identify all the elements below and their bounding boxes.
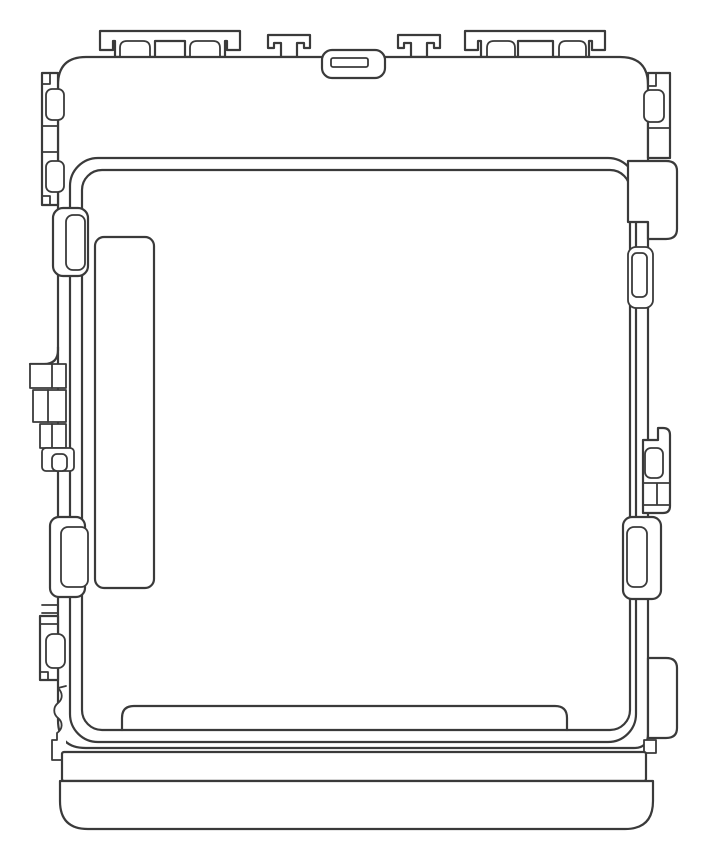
t-tab-left: [268, 35, 310, 57]
pin-connector-outline: [95, 237, 154, 588]
left-mid-block-notch: [52, 454, 67, 471]
left-lower-latch-inner: [61, 527, 88, 587]
right-small-latch-inner: [632, 253, 647, 297]
tab-cutout: [559, 41, 586, 57]
top-center-clip-slot: [331, 58, 368, 67]
left-mid-block: [33, 390, 66, 422]
tab-cutout: [487, 41, 515, 57]
t-tab-right: [398, 35, 440, 57]
right-bracket-cutout: [644, 90, 664, 122]
left-mid-arm: [30, 347, 58, 364]
tab-cutout: [190, 41, 220, 57]
right-latch-inner: [627, 527, 647, 587]
left-bracket-cutout: [46, 161, 64, 192]
left-upper-latch-inner: [66, 215, 85, 270]
base-slab-lower: [60, 781, 653, 829]
right-bottom-protrusion: [648, 658, 677, 738]
base-slab-upper: [62, 752, 646, 781]
tab-cutout: [120, 41, 150, 57]
left-bottom-bracket-cutout: [46, 634, 65, 668]
left-rail-ticks: [42, 605, 58, 613]
base: [60, 752, 653, 829]
left-mid-block: [40, 424, 66, 448]
pin-connector: [95, 237, 154, 588]
left-bracket-cutout: [46, 89, 64, 120]
right-mid-bracket-cutout: [645, 448, 663, 478]
left-mid-block: [30, 364, 66, 388]
right-bottom-notch: [644, 740, 656, 753]
